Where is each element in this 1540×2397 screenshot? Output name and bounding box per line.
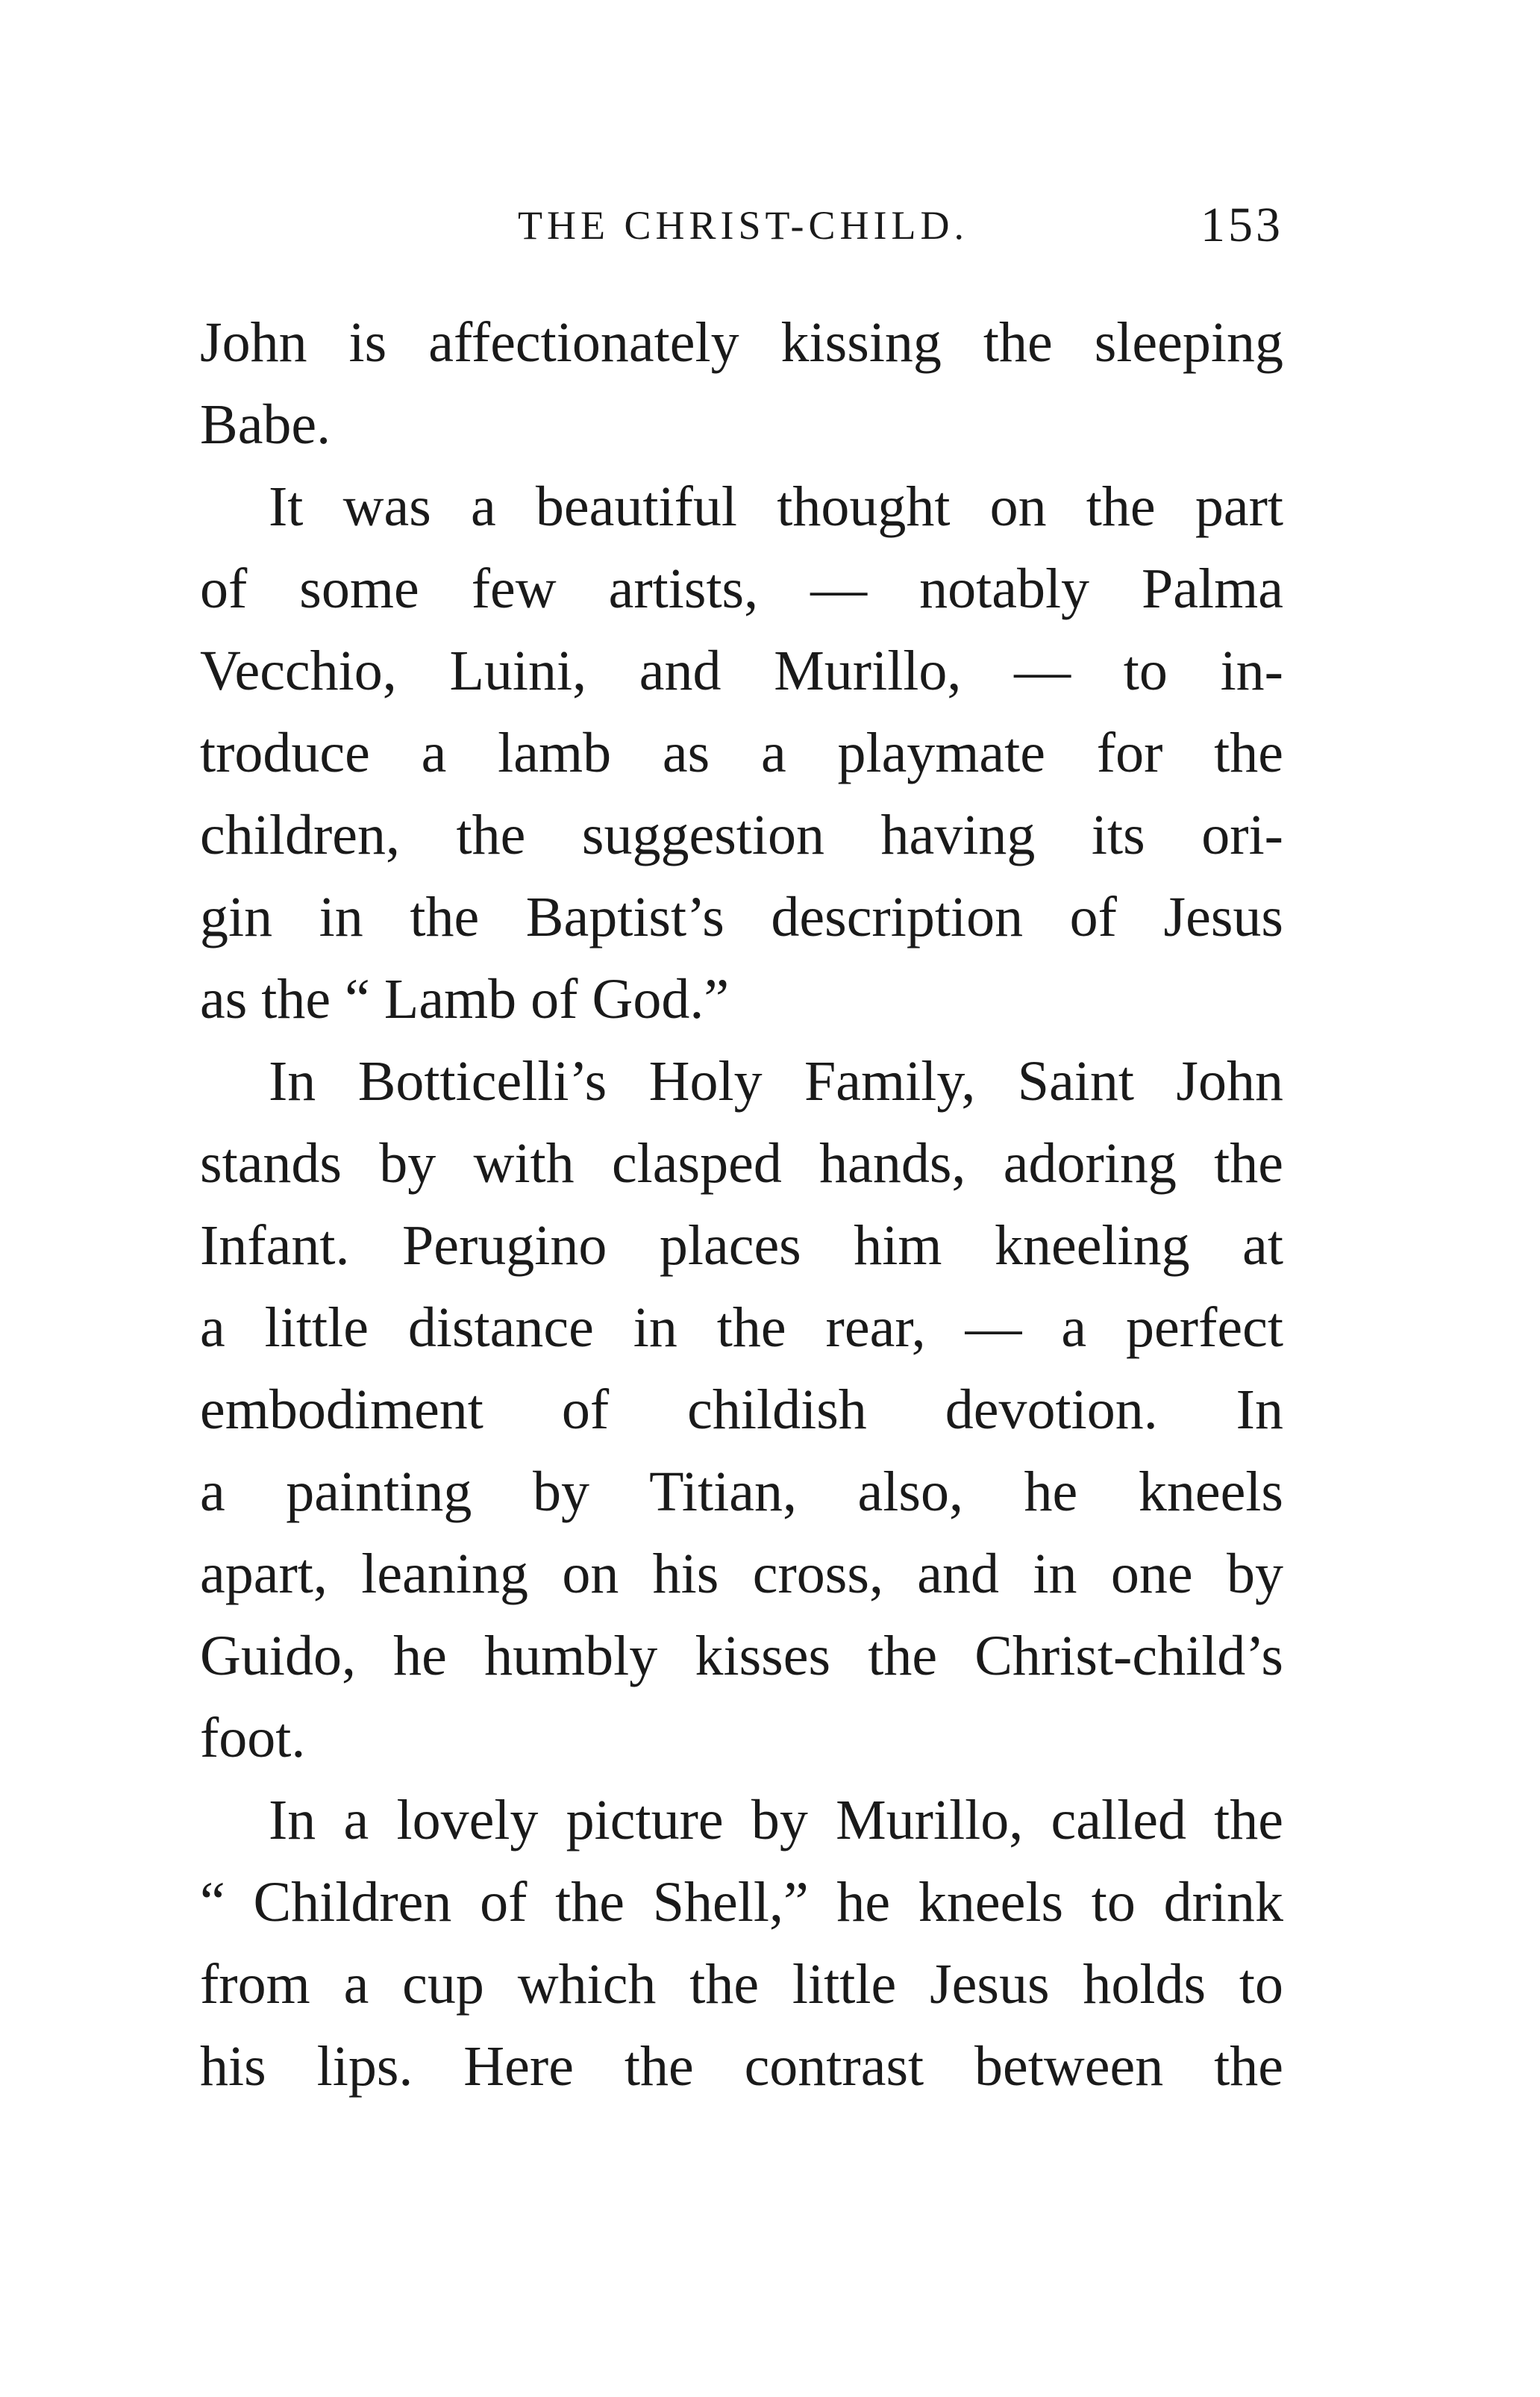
text-line: apart, leaning on his cross, and in one by <box>200 1543 1283 1605</box>
text-line: Infant. Perugino places him kneeling at <box>200 1214 1283 1277</box>
text-line: troduce a lamb as a playmate for the <box>200 722 1283 784</box>
paragraph <box>200 1040 1283 1779</box>
text-line: a little distance in the rear, — a perfect <box>200 1296 1283 1359</box>
page-number: 153 <box>1201 198 1283 252</box>
body-text <box>200 301 1283 2107</box>
text-line: foot. <box>200 1707 306 1769</box>
text-line: In a lovely picture by Murillo, called the <box>269 1789 1283 1851</box>
text-line: stands by with clasped hands, adoring the <box>200 1132 1283 1195</box>
text-line: gin in the Baptist’s description of Jesus <box>200 886 1283 949</box>
text-line: of some few artists, — notably Palma <box>200 557 1283 620</box>
paragraph <box>200 301 1283 466</box>
text-line: “ Children of the Shell,” he kneels to drink <box>200 1871 1283 1934</box>
text-line: Vecchio, Luini, and Murillo, — to in- <box>200 640 1283 702</box>
running-title: THE CHRIST-CHILD. <box>518 203 969 248</box>
text-line: children, the suggestion having its ori- <box>200 804 1283 866</box>
text-line: Babe. <box>200 393 331 456</box>
text-line: John is affectionately kissing the sleeping <box>200 311 1283 374</box>
paragraph <box>200 1779 1283 2107</box>
text-line: In Botticelli’s Holy Family, Saint John <box>269 1050 1283 1113</box>
text-line: from a cup which the little Jesus holds to <box>200 1953 1283 2016</box>
text-line: as the “ Lamb of God.” <box>200 968 730 1031</box>
text-line: a painting by Titian, also, he kneels <box>200 1460 1283 1523</box>
text-line: Guido, he humbly kisses the Christ-child’s <box>200 1625 1283 1687</box>
text-line: It was a beautiful thought on the part <box>269 475 1283 538</box>
paragraph <box>200 466 1283 1040</box>
text-line: embodiment of childish devotion. In <box>200 1378 1283 1441</box>
text-line: his lips. Here the contrast between the <box>200 2035 1283 2098</box>
running-head <box>201 196 1283 255</box>
